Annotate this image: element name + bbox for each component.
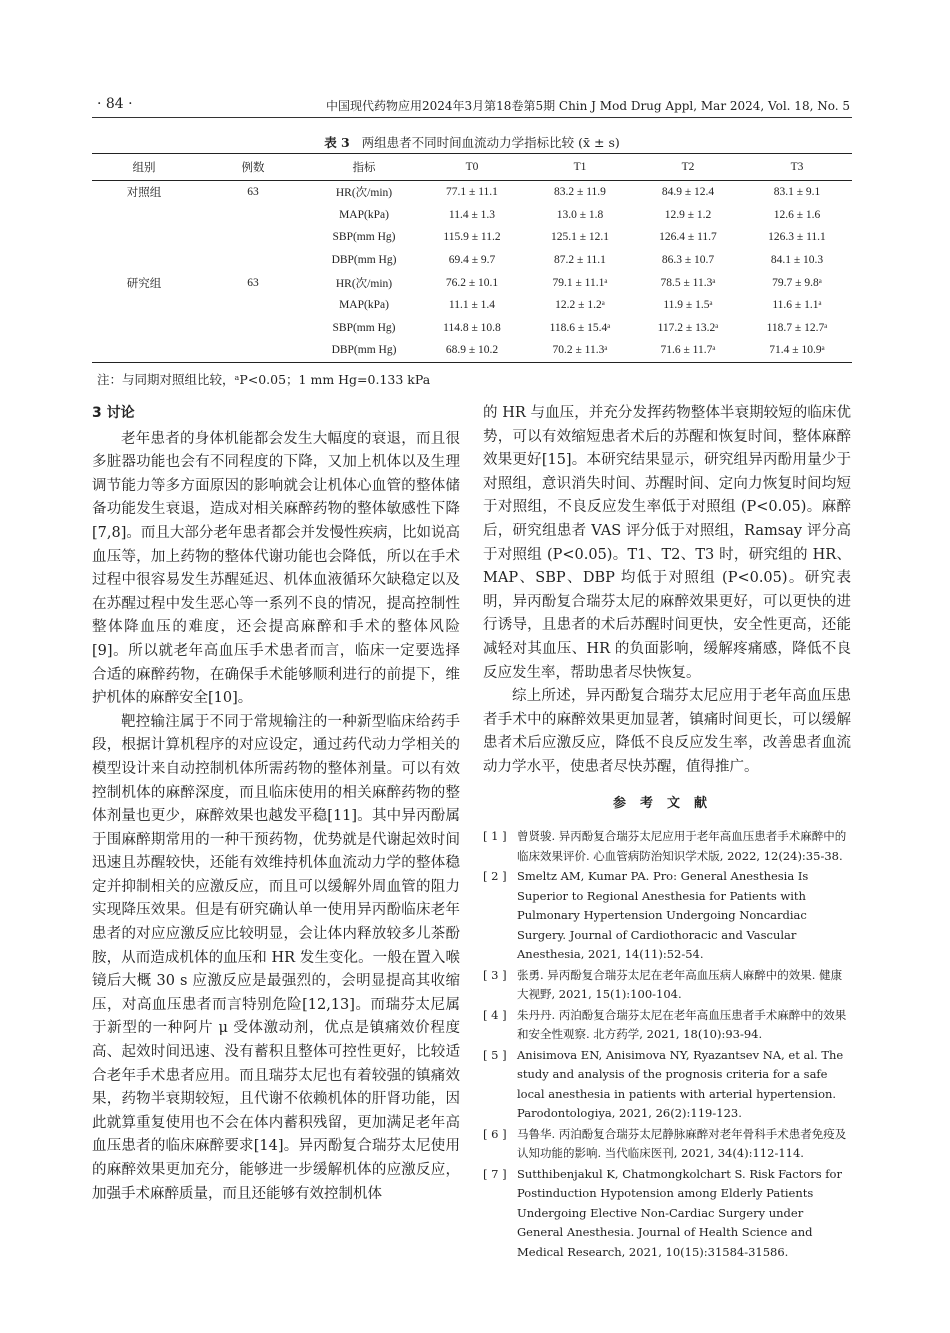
value-cell: 71.6 ± 11.7ᵃ bbox=[634, 339, 742, 362]
indicator-cell: MAP(kPa) bbox=[339, 299, 389, 312]
value-cell: 114.8 ± 10.8 bbox=[443, 321, 501, 334]
reference-list bbox=[483, 827, 851, 1262]
reference-item bbox=[483, 1046, 851, 1124]
value-cell: 77.1 ± 11.1 bbox=[446, 186, 498, 199]
indicator-cell: DBP(mm Hg) bbox=[310, 339, 418, 362]
reference-number: [ 2 ] bbox=[483, 869, 507, 884]
reference-number: [ 3 ] bbox=[483, 967, 507, 982]
value-cell: 126.3 ± 11.1 bbox=[768, 231, 826, 244]
value-cell: 125.1 ± 12.1 bbox=[550, 231, 610, 244]
value-cell: 13.0 ± 1.8 bbox=[556, 208, 604, 221]
right-column bbox=[483, 402, 851, 1263]
value-cell: 11.6 ± 1.1ᵃ bbox=[772, 299, 822, 312]
group-count-cell bbox=[196, 204, 310, 227]
value-cell: 79.1 ± 11.1ᵃ bbox=[552, 276, 608, 289]
value-cell: 78.5 ± 11.3ᵃ bbox=[660, 276, 716, 289]
table-title: 两组患者不同时间血流动力学指标比较 (x̄ ± s) bbox=[361, 135, 620, 150]
table-row bbox=[92, 226, 852, 249]
table-row bbox=[92, 249, 852, 272]
group-name-cell bbox=[92, 339, 196, 362]
reference-item bbox=[483, 1165, 851, 1263]
discussion-paragraph-1: 老年患者的身体机能都会发生大幅度的衰退，而且很多脏器功能也会有不同程度的下降，又加上机体以及生理调节能力等多方面原因的影响就会让机体心血管的整体储备功能发生衰退，造成对相关麻醉药物的整体敏感性下降[7,8]。而且大部分老年患者都会并发慢性疾病，比如说高血压等，加上药物的整体代谢功能也会降低，所以在手术过程中很容易发生苏醒延迟、机体血液循环欠缺稳定以及在苏醒过程中发生恶心等一系列不良的情况，提高控制性整体降血压的难度，还会提高麻醉和手术的整体风险[9]。所以就老年高血压手术患者而言，临床一定要选择合适的麻醉药物，在确保手术能够顺利进行的前提下，维护机体的麻醉安全[10]。 bbox=[92, 430, 460, 707]
value-cell: 117.2 ± 13.2ᵃ bbox=[657, 321, 719, 334]
indicator-cell: SBP(mm Hg) bbox=[332, 231, 396, 244]
table-caption bbox=[92, 133, 852, 151]
table-row bbox=[92, 271, 852, 294]
group-count-cell: 63 bbox=[247, 186, 259, 199]
table-row bbox=[92, 317, 852, 340]
reference-text: Sutthibenjakul K, Chatmongkolchart S. Risk Factors for Postinduction Hypotension among Elderly Patients Undergoing Elective Non-Cardiac Surgery under General Anesthesia. Journal of Health Science and Medical Research, 2021, 10(15):31584-31586. bbox=[517, 1166, 842, 1259]
reference-text: 张勇. 异丙酚复合瑞芬太尼在老年高血压病人麻醉中的效果. 健康大视野, 2021, 15(1):100-104. bbox=[517, 967, 843, 1002]
reference-text: 朱丹丹. 丙泊酚复合瑞芬太尼在老年高血压患者手术麻醉中的效果和安全性观察. 北方药学, 2021, 18(10):93-94. bbox=[517, 1007, 847, 1042]
group-count-cell bbox=[196, 339, 310, 362]
value-cell: 83.1 ± 9.1 bbox=[773, 186, 821, 199]
value-cell: 84.9 ± 12.4 bbox=[661, 186, 715, 199]
group-name-cell: 研究组 bbox=[126, 277, 162, 290]
group-name-cell bbox=[92, 204, 196, 227]
value-cell: 11.4 ± 1.3 bbox=[448, 208, 496, 221]
table-header-cell: 组别 bbox=[92, 154, 196, 181]
value-cell: 126.4 ± 11.7 bbox=[659, 231, 717, 244]
value-cell: 86.3 ± 10.7 bbox=[661, 254, 715, 267]
group-count-cell bbox=[196, 226, 310, 249]
page-number: · 84 · bbox=[97, 96, 133, 112]
discussion-paragraph-3: 的 HR 与血压，并充分发挥药物整体半衰期较短的临床优势，可以有效缩短患者术后的苏醒和恢复时间，整体麻醉效果更好[15]。本研究结果显示，研究组异丙酚用量少于对照组，意识消失时间、苏醒时间、定向力恢复时间均短于对照组，不良反应发生率低于对照组 (P<0.05)。麻醉后，研究组患者 VAS 评分低于对照组，Ramsay 评分高于对照组 (P<0.05)。T1、T2、T3 时，研究组的 HR、MAP、SBP、DBP 均低于对照组 (P<0.05)。研究表明，异丙酚复合瑞芬太尼的麻醉效果更好，可以更快的进行诱导，且患者的术后苏醒时间更快，安全性更高，还能减轻对其血压、HR 的负面影响，缓解疼痛感，降低不良反应发生率，帮助患者尽快恢复。 bbox=[483, 405, 851, 681]
section-heading: 3 讨论 bbox=[92, 405, 135, 421]
value-cell: 12.2 ± 1.2ᵃ bbox=[555, 299, 605, 312]
table-header-cell: 例数 bbox=[196, 154, 310, 181]
table-header-cell: T3 bbox=[742, 154, 852, 181]
reference-number: [ 1 ] bbox=[483, 829, 507, 844]
reference-number: [ 4 ] bbox=[483, 1007, 507, 1022]
table-header-cell: T0 bbox=[418, 154, 526, 181]
table-row bbox=[92, 181, 852, 204]
group-name-cell bbox=[92, 226, 196, 249]
table-row bbox=[92, 294, 852, 317]
indicator-cell: MAP(kPa) bbox=[339, 208, 389, 221]
indicator-cell: DBP(mm Hg) bbox=[331, 254, 397, 267]
table-header-cell: T1 bbox=[526, 154, 634, 181]
reference-text: Smeltz AM, Kumar PA. Pro: General Anesthesia Is Superior to Regional Anesthesia for Patients with Pulmonary Hypertension Undergoing Noncardiac Surgery. Journal of Cardiothoracic and Vascular Anesthesia, 2021, 14(11):52-54. bbox=[517, 869, 809, 962]
group-count-cell bbox=[196, 249, 310, 272]
group-count-cell bbox=[196, 317, 310, 340]
references-title: 参考文献 bbox=[612, 795, 721, 811]
value-cell: 71.4 ± 10.9ᵃ bbox=[742, 339, 852, 362]
reference-item bbox=[483, 1006, 851, 1045]
value-cell: 115.9 ± 11.2 bbox=[443, 231, 501, 244]
value-cell: 118.6 ± 15.4ᵃ bbox=[549, 321, 611, 334]
value-cell: 69.4 ± 9.7 bbox=[448, 254, 496, 267]
value-cell: 118.7 ± 12.7ᵃ bbox=[766, 321, 828, 334]
value-cell: 11.1 ± 1.4 bbox=[448, 299, 496, 312]
indicator-cell: HR(次/min) bbox=[335, 277, 393, 290]
discussion-paragraph-4: 综上所述，异丙酚复合瑞芬太尼应用于老年高血压患者手术中的麻醉效果更加显著，镇痛时间更长，可以缓解患者术后应激反应，降低不良反应发生率，改善患者血流动力学水平，使患者尽快苏醒，值得推广。 bbox=[483, 688, 851, 775]
group-name-cell: 对照组 bbox=[126, 187, 162, 200]
table-row bbox=[92, 204, 852, 227]
indicator-cell: SBP(mm Hg) bbox=[332, 321, 396, 334]
reference-number: [ 7 ] bbox=[483, 1166, 507, 1181]
group-name-cell bbox=[92, 317, 196, 340]
value-cell: 87.2 ± 11.1 bbox=[554, 254, 606, 267]
value-cell: 84.1 ± 10.3 bbox=[770, 254, 824, 267]
value-cell: 12.9 ± 1.2 bbox=[664, 208, 712, 221]
value-cell: 70.2 ± 11.3ᵃ bbox=[526, 339, 634, 362]
reference-number: [ 6 ] bbox=[483, 1126, 507, 1141]
reference-text: 马鲁华. 丙泊酚复合瑞芬太尼静脉麻醉对老年骨科手术患者免疫及认知功能的影响. 当代临床医刊, 2021, 34(4):112-114. bbox=[517, 1126, 847, 1161]
table-label: 表 3 bbox=[324, 135, 350, 150]
value-cell: 79.7 ± 9.8ᵃ bbox=[772, 276, 822, 289]
group-count-cell bbox=[196, 294, 310, 317]
value-cell: 12.6 ± 1.6 bbox=[773, 208, 821, 221]
group-name-cell bbox=[92, 249, 196, 272]
table-row bbox=[92, 339, 852, 362]
hemodynamics-table bbox=[92, 153, 852, 363]
reference-text: Anisimova EN, Anisimova NY, Ryazantsev NA, et al. The study and analysis of the prognosis criteria for a safe local anesthesia in patients with arterial hypertension. Parodontologiya, 2021, 26(2):119-123. bbox=[517, 1047, 844, 1121]
value-cell: 76.2 ± 10.1 bbox=[445, 276, 499, 289]
value-cell: 68.9 ± 10.2 bbox=[418, 339, 526, 362]
reference-item bbox=[483, 867, 851, 965]
discussion-paragraph-2: 靶控输注属于不同于常规输注的一种新型临床给药手段，根据计算机程序的对应设定，通过药代动力学相关的模型设计来自动控制机体所需药物的整体剂量。可以有效控制机体的麻醉深度，而且临床使用的相关麻醉药物的整体剂量也更少，麻醉效果也越发平稳[11]。其中异丙酚属于围麻醉期常用的一种干预药物，优势就是代谢起效时间迅速且苏醒较快，还能有效维持机体血流动力学的整体稳定并抑制相关的应激反应，而且可以缓解外周血管的阻力实现降压效果。但是有研究确认单一使用异丙酚临床老年患者的对应应激反应比较明显，会让体内释放较多儿茶酚胺，从而造成机体的血压和 HR 发生变化。一般在置入喉镜后大概 30 s 应激反应是最强烈的，会明显提高其收缩压，对高血压患者而言特别危险[12,13]。而瑞芬太尼属于新型的一种阿片 μ 受体激动剂，优点是镇痛效价程度高、起效时间迅速、没有蓄积且整体可控性更好，比较适合老年手术患者应用。而且瑞芬太尼也有着较强的镇痛效果，药物半衰期较短，且代谢不依赖机体的肝肾功能，因此就算重复使用也不会在体内蓄积残留，更加满足老年高血压患者的临床麻醉要求[14]。异丙酚复合瑞芬太尼使用的麻醉效果更加充分，能够进一步缓解机体的应激反应，加强手术麻醉质量，而且还能够有效控制机体 bbox=[92, 713, 460, 1202]
reference-item bbox=[483, 1125, 851, 1164]
group-count-cell: 63 bbox=[247, 276, 259, 289]
indicator-cell: HR(次/min) bbox=[335, 187, 393, 200]
reference-item bbox=[483, 827, 851, 866]
header-rule bbox=[92, 117, 852, 118]
table-header-cell: T2 bbox=[634, 154, 742, 181]
table-header-cell: 指标 bbox=[310, 154, 418, 181]
reference-item bbox=[483, 966, 851, 1005]
table-note: 注：与同期对照组比较，ᵃP<0.05；1 mm Hg=0.133 kPa bbox=[97, 372, 431, 387]
value-cell: 83.2 ± 11.9 bbox=[554, 186, 606, 199]
reference-text: 曾贤骏. 异丙酚复合瑞芬太尼应用于老年高血压患者手术麻醉中的临床效果评价. 心血管病防治知识学术版, 2022, 12(24):35-38. bbox=[517, 829, 847, 863]
reference-number: [ 5 ] bbox=[483, 1047, 507, 1062]
value-cell: 11.9 ± 1.5ᵃ bbox=[663, 299, 713, 312]
left-column bbox=[92, 402, 460, 1206]
group-name-cell bbox=[92, 294, 196, 317]
journal-header: 中国现代药物应用2024年3月第18卷第5期 Chin J Mod Drug Appl, Mar 2024, Vol. 18, No. 5 bbox=[326, 99, 850, 113]
